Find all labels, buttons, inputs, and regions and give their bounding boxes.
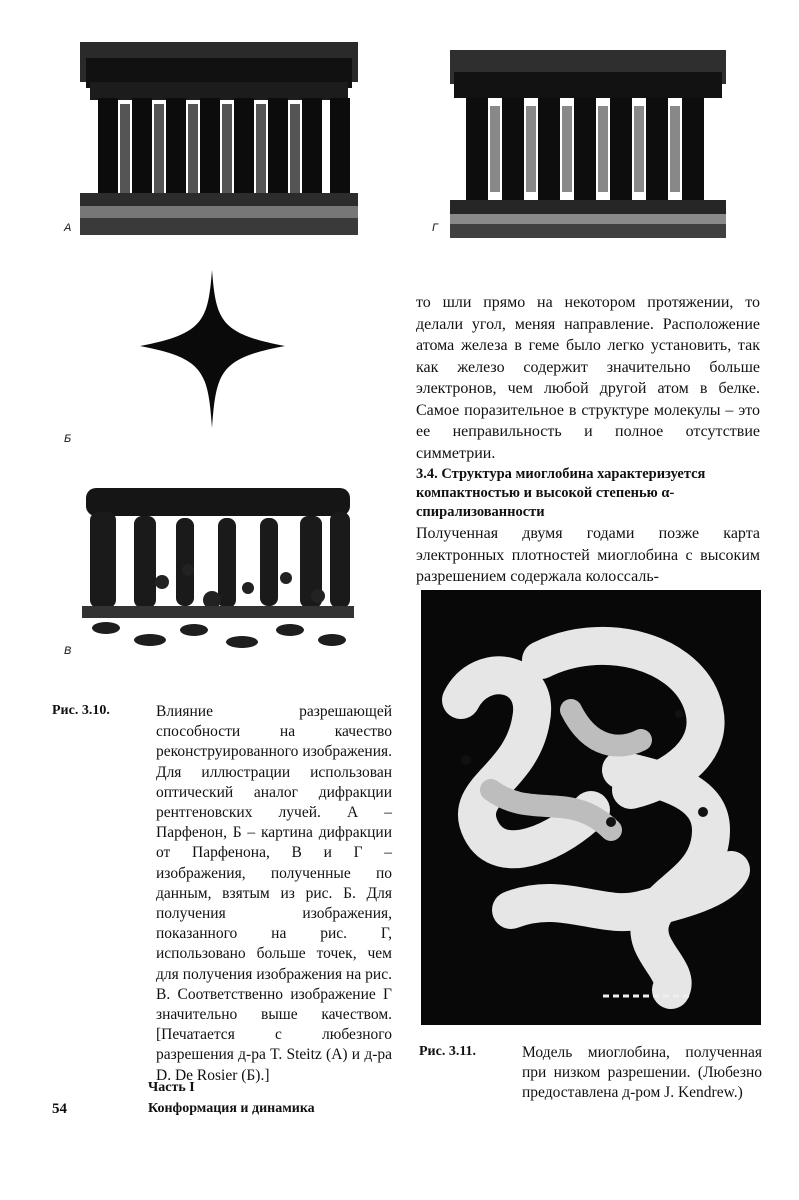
figure-3-11-caption: Модель миоглобина, полученная при низком разрешении. (Любезно предоставлена д-ром J. Kendrew.): [522, 1044, 762, 1102]
diffraction-pattern: [140, 270, 285, 428]
myoglobin-model-photo: [421, 590, 761, 1025]
body-paragraph-2: Полученная двумя годами позже карта электронных плотностей миоглобина с высоким разрешением содержала колоссаль-: [416, 525, 760, 585]
part-number: Часть I: [148, 1080, 195, 1095]
section-heading: 3.4. Структура миоглобина характеризуется компактностью и высокой степенью α-спирализованности: [416, 466, 706, 520]
panel-b-label: Б: [64, 433, 72, 445]
body-paragraph-1: то шли прямо на некотором протяжении, то делали угол, меняя направление. Расположение атома железа в геме было легко установить, так как железо содержит значительно больше электронов, чем любой другой атом в белке. Самое поразительное в структуре молекулы – это ее неправильность и полное отсутствие симметрии.: [416, 294, 760, 462]
parthenon-photo-g: [450, 42, 726, 238]
page-number: 54: [52, 1101, 67, 1117]
low-resolution-image: [82, 482, 354, 654]
figure-3-10-caption: Влияние разрешающей способности на качество реконструированного изображения. Для иллюстрации использован оптический аналог дифракции рентгеновских лучей. А – Парфенон, Б – картина дифракции от Парфенона, В и Г – изображения, полученные по данным, взятым из рис. Б. Для получения изображения, показанного на рис. Г, использовано больше точек, чем для получения изображения на рис. В. Соответственно изображение Г значительно выше качеством. [Печатается с любезного разрешения д-ра T. Steitz (А) и д-ра D. De Rosier (Б).]: [156, 703, 392, 1084]
figure-3-11-label: Рис. 3.11.: [419, 1044, 477, 1059]
panel-g-label: Г: [432, 222, 438, 234]
panel-a-label: A: [64, 222, 72, 234]
part-title: Конформация и динамика: [148, 1101, 315, 1116]
figure-3-10-label: Рис. 3.10.: [52, 703, 110, 718]
panel-c-label: В: [64, 645, 72, 657]
parthenon-photo-a: [80, 38, 358, 235]
